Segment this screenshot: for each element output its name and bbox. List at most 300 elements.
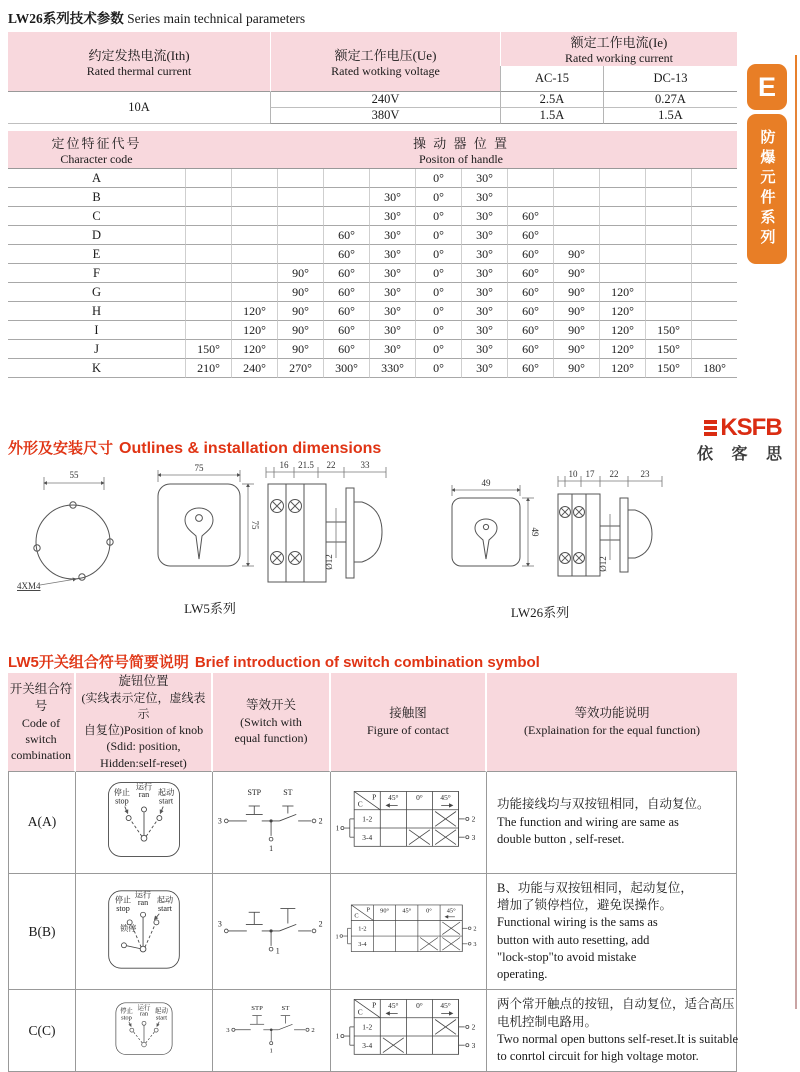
lw5-mount-dim-label: 55 xyxy=(69,470,79,480)
page-title-zh: LW26系列技术参数 xyxy=(8,11,124,26)
angle-cell: 90° xyxy=(277,283,323,302)
combo-header-knob xyxy=(76,673,213,772)
combo-row-c xyxy=(8,990,737,1072)
desc-en-b xyxy=(497,914,726,983)
angle-cell: 30° xyxy=(461,188,507,207)
combo-title-en: Brief introduction of switch combination symbol xyxy=(194,654,540,671)
svg-text:2: 2 xyxy=(471,814,475,824)
svg-text:1-2: 1-2 xyxy=(357,925,367,933)
angle-cell xyxy=(645,283,691,302)
angle-cell: 0° xyxy=(415,321,461,340)
svg-text:45°: 45° xyxy=(387,792,398,802)
voltage-header-en: Rated wotking voltage xyxy=(331,63,440,78)
angle-cell xyxy=(185,302,231,321)
angle-cell xyxy=(277,188,323,207)
svg-text:ran: ran xyxy=(137,897,149,907)
combo-title-zh: LW5开关组合符号简要说明 xyxy=(8,654,189,671)
svg-text:1: 1 xyxy=(335,1031,339,1041)
combo-code-a: A(A) xyxy=(8,772,76,874)
handle-position-header xyxy=(185,131,737,169)
angle-cell: 180° xyxy=(691,359,737,378)
svg-text:C: C xyxy=(357,798,363,808)
voltage-380: 380V xyxy=(270,108,500,124)
angle-cell xyxy=(645,302,691,321)
position-row-E xyxy=(8,245,737,264)
thermal-header-en: Rated thermal current xyxy=(86,63,192,78)
subheader-ac15: AC-15 xyxy=(500,66,603,92)
svg-text:ST: ST xyxy=(282,788,292,798)
svg-text:ST: ST xyxy=(280,1004,289,1012)
angle-cell: 60° xyxy=(507,359,553,378)
desc-zh-c xyxy=(497,996,735,1031)
svg-text:stop: stop xyxy=(115,796,129,806)
angle-cell xyxy=(369,169,415,188)
lw26-side-dim-2: 17 xyxy=(585,469,595,479)
svg-text:1-2: 1-2 xyxy=(361,1022,372,1032)
subheader-dc13: DC-13 xyxy=(603,66,737,92)
lw26-caption: LW26系列 xyxy=(510,605,570,620)
text-line: Two normal open buttons self-reset.It is suitable xyxy=(497,1031,739,1046)
text-line: button with auto resetting, add xyxy=(497,932,650,947)
angle-cell xyxy=(507,188,553,207)
svg-text:ran: ran xyxy=(139,1010,149,1018)
angle-cell xyxy=(185,283,231,302)
svg-text:3: 3 xyxy=(225,1026,230,1034)
angle-cell: 30° xyxy=(461,245,507,264)
desc-cell-b xyxy=(487,874,737,991)
svg-text:1: 1 xyxy=(268,844,273,854)
position-row-K xyxy=(8,359,737,378)
svg-text:3-4: 3-4 xyxy=(361,832,372,842)
switch-cell-c xyxy=(213,990,331,1072)
contact-cell-b xyxy=(331,874,487,991)
svg-text:start: start xyxy=(155,1014,168,1022)
angle-cell xyxy=(231,207,277,226)
knob-diagram-b xyxy=(96,888,192,972)
ratings-header-thermal xyxy=(8,32,270,92)
lw5-side-drawing xyxy=(260,458,392,604)
text-line: 增加了锁停档位，避免误操作。 xyxy=(497,898,673,913)
dc13-240: 0.27A xyxy=(603,92,737,108)
page-title-en: Series main technical parameters xyxy=(127,11,306,26)
angle-cell xyxy=(691,207,737,226)
section-tab-label: 防爆元件系列 xyxy=(747,114,787,264)
angle-cell xyxy=(691,245,737,264)
svg-text:C: C xyxy=(353,912,359,920)
text-line: "lock-stop"to avoid mistake xyxy=(497,949,637,964)
angle-cell xyxy=(277,226,323,245)
lw26-front-height-label: 49 xyxy=(530,527,540,537)
angle-cell xyxy=(185,321,231,340)
svg-text:stop: stop xyxy=(116,903,130,913)
outline-section-title xyxy=(8,437,381,458)
angle-cell xyxy=(599,207,645,226)
angle-cell: 120° xyxy=(599,283,645,302)
svg-text:运行: 运行 xyxy=(137,1004,151,1012)
combo-row-b xyxy=(8,874,737,991)
angle-cell: 90° xyxy=(553,359,599,378)
knob-diagram-c xyxy=(106,1002,182,1056)
angle-cell xyxy=(185,169,231,188)
angle-cell xyxy=(277,169,323,188)
angle-cell: 0° xyxy=(415,302,461,321)
angle-cell xyxy=(323,169,369,188)
angle-cell xyxy=(507,169,553,188)
angle-cell xyxy=(185,245,231,264)
text-line: (Sdid: position, xyxy=(106,739,181,754)
svg-text:STP: STP xyxy=(246,788,261,798)
angle-cell: 30° xyxy=(461,359,507,378)
combo-header-contact xyxy=(331,673,487,772)
combo-header-code xyxy=(8,673,76,772)
angle-cell: 270° xyxy=(277,359,323,378)
desc-zh-a xyxy=(497,796,726,813)
position-row-B xyxy=(8,188,737,207)
text-line: Hidden:self-reset) xyxy=(100,755,187,770)
outline-title-zh: 外形及安装尺寸 xyxy=(8,440,114,457)
text-line: 功能接线均与双按钮相同，自动复位。 xyxy=(497,797,710,812)
angle-cell: 60° xyxy=(507,264,553,283)
text-line: Figure of contact xyxy=(367,723,449,738)
character-code: J xyxy=(8,340,185,359)
knob-cell-b xyxy=(76,874,213,991)
angle-cell: 60° xyxy=(507,283,553,302)
lw26-side-drawing xyxy=(552,468,694,594)
combo-header-function xyxy=(487,673,737,772)
angle-cell: 120° xyxy=(599,302,645,321)
angle-cell: 30° xyxy=(369,207,415,226)
text-line: 等效开关 xyxy=(245,698,296,713)
svg-text:start: start xyxy=(158,903,172,913)
current-header-zh: 额定工作电流(Ie) xyxy=(570,35,668,50)
angle-cell xyxy=(231,283,277,302)
svg-text:3-4: 3-4 xyxy=(357,940,367,948)
voltage-header-zh: 额定工作电压(Ue) xyxy=(334,47,437,63)
switch-diagram-a xyxy=(216,783,328,857)
lw5-side-dim-3: 22 xyxy=(326,460,336,470)
lw5-mount-drawing xyxy=(16,468,130,596)
angle-cell xyxy=(691,188,737,207)
angle-cell: 0° xyxy=(415,207,461,226)
svg-text:45°: 45° xyxy=(439,1001,451,1011)
angle-cell xyxy=(231,226,277,245)
desc-en-c xyxy=(497,1031,739,1066)
svg-text:2: 2 xyxy=(318,817,323,827)
angle-cell: 60° xyxy=(323,283,369,302)
angle-cell xyxy=(231,188,277,207)
contact-figure-a xyxy=(335,791,483,856)
svg-text:起动: 起动 xyxy=(155,1007,168,1015)
angle-cell: 90° xyxy=(553,283,599,302)
text-line: 等效功能说明 xyxy=(574,706,650,721)
character-code: C xyxy=(8,207,185,226)
angle-cell: 240° xyxy=(231,359,277,378)
text-line: (Explaination for the equal function) xyxy=(524,723,700,738)
svg-text:90°: 90° xyxy=(379,907,389,915)
angle-cell xyxy=(553,207,599,226)
angle-cell xyxy=(691,169,737,188)
angle-cell: 60° xyxy=(507,321,553,340)
character-code: A xyxy=(8,169,185,188)
thermal-value: 10A xyxy=(8,92,270,124)
thermal-header-zh: 约定发热电流(Ith) xyxy=(88,47,190,63)
lw5-front-width-label: 75 xyxy=(194,463,204,473)
text-line: 接触图 xyxy=(389,706,427,721)
position-table xyxy=(8,131,737,378)
svg-text:1: 1 xyxy=(269,1047,273,1055)
angle-cell: 0° xyxy=(415,264,461,283)
desc-en-a xyxy=(497,814,726,849)
svg-text:P: P xyxy=(371,1000,376,1010)
knob-cell-a xyxy=(76,772,213,874)
svg-text:3: 3 xyxy=(471,1040,475,1050)
lw5-shaft-dim-label: Ø12 xyxy=(324,554,334,570)
text-line: to conrtol circuit for high voltage motor. xyxy=(497,1049,699,1064)
angle-cell xyxy=(599,245,645,264)
angle-cell: 30° xyxy=(369,321,415,340)
angle-cell: 150° xyxy=(645,321,691,340)
svg-text:运行: 运行 xyxy=(134,890,152,900)
angle-cell xyxy=(599,188,645,207)
angle-cell xyxy=(691,283,737,302)
lw5-front-height-label: 75 xyxy=(250,520,260,530)
angle-cell: 30° xyxy=(461,302,507,321)
svg-text:1: 1 xyxy=(275,945,280,955)
angle-cell: 0° xyxy=(415,188,461,207)
svg-text:2: 2 xyxy=(310,1026,315,1034)
combo-header-switch xyxy=(213,673,331,772)
combo-code-b: B(B) xyxy=(8,874,76,991)
svg-text:2: 2 xyxy=(471,1022,475,1032)
angle-cell: 120° xyxy=(599,340,645,359)
ratings-table xyxy=(8,32,737,124)
angle-cell xyxy=(185,188,231,207)
section-tab-letter: E xyxy=(747,64,787,110)
angle-cell: 90° xyxy=(277,264,323,283)
text-line: Code of switch xyxy=(21,715,61,746)
svg-text:0°: 0° xyxy=(425,907,432,915)
ac15-240: 2.5A xyxy=(500,92,603,108)
angle-cell: 30° xyxy=(369,340,415,359)
text-line: The function and wiring are same as xyxy=(497,814,679,829)
text-line: 两个常开触点的按钮，自动复位，适合高压 xyxy=(497,997,735,1012)
svg-text:起动: 起动 xyxy=(157,788,175,798)
angle-cell xyxy=(599,264,645,283)
desc-cell-c xyxy=(487,990,737,1072)
text-line: double button , self-reset. xyxy=(497,831,625,846)
angle-cell: 120° xyxy=(231,321,277,340)
svg-text:C: C xyxy=(357,1007,363,1017)
angle-cell: 60° xyxy=(507,207,553,226)
svg-text:0°: 0° xyxy=(415,1001,423,1011)
angle-cell: 0° xyxy=(415,340,461,359)
angle-cell xyxy=(645,245,691,264)
logo-mark xyxy=(688,416,798,440)
text-line: operating. xyxy=(497,967,548,982)
page-edge-line xyxy=(795,55,797,1009)
angle-cell: 330° xyxy=(369,359,415,378)
contact-cell-c xyxy=(331,990,487,1072)
angle-cell: 90° xyxy=(277,302,323,321)
desc-zh-b xyxy=(497,880,726,915)
angle-cell xyxy=(185,226,231,245)
angle-cell xyxy=(645,188,691,207)
angle-cell: 0° xyxy=(415,283,461,302)
angle-cell: 60° xyxy=(323,302,369,321)
angle-cell: 120° xyxy=(599,321,645,340)
angle-cell: 30° xyxy=(369,226,415,245)
angle-cell: 150° xyxy=(645,340,691,359)
svg-text:停止: 停止 xyxy=(113,788,131,798)
character-code: I xyxy=(8,321,185,340)
angle-cell xyxy=(231,264,277,283)
lw5-side-dim-1: 16 xyxy=(279,460,289,470)
knob-diagram-a xyxy=(96,779,192,861)
angle-cell: 120° xyxy=(231,340,277,359)
svg-text:3: 3 xyxy=(471,832,475,842)
svg-text:ran: ran xyxy=(138,790,150,800)
angle-cell xyxy=(323,207,369,226)
text-line: 电机控制电路用。 xyxy=(497,1014,598,1029)
contact-figure-c xyxy=(335,1000,483,1064)
angle-cell: 90° xyxy=(277,340,323,359)
lw26-side-dim-1: 10 xyxy=(568,469,578,479)
ratings-header-current xyxy=(500,32,737,66)
angle-cell: 300° xyxy=(323,359,369,378)
character-code: K xyxy=(8,359,185,378)
position-row-A xyxy=(8,169,737,188)
angle-cell: 60° xyxy=(507,340,553,359)
angle-cell: 150° xyxy=(185,340,231,359)
angle-cell: 0° xyxy=(415,245,461,264)
angle-cell: 60° xyxy=(507,302,553,321)
svg-text:start: start xyxy=(159,796,174,806)
svg-text:3: 3 xyxy=(472,940,477,948)
dc13-380: 1.5A xyxy=(603,108,737,124)
current-header-en: Rated working current xyxy=(565,51,673,65)
character-code: F xyxy=(8,264,185,283)
text-line: (Switch with xyxy=(240,715,302,730)
angle-cell: 120° xyxy=(231,302,277,321)
svg-text:2: 2 xyxy=(472,925,477,933)
contact-cell-a xyxy=(331,772,487,874)
angle-cell xyxy=(323,188,369,207)
character-code: D xyxy=(8,226,185,245)
lw5-caption: LW5系列 xyxy=(184,601,236,616)
svg-text:STP: STP xyxy=(250,1004,263,1012)
combo-table xyxy=(8,673,737,1072)
angle-cell: 30° xyxy=(461,169,507,188)
angle-cell: 30° xyxy=(461,226,507,245)
combo-code-c: C(C) xyxy=(8,990,76,1072)
angle-cell xyxy=(645,264,691,283)
svg-text:3-4: 3-4 xyxy=(361,1040,372,1050)
angle-cell: 90° xyxy=(553,321,599,340)
svg-text:锁停: 锁停 xyxy=(120,923,137,933)
position-row-H xyxy=(8,302,737,321)
text-line: 旋钮位置 xyxy=(118,674,169,688)
lw26-front-width-label: 49 xyxy=(481,478,491,488)
angle-cell: 0° xyxy=(415,226,461,245)
svg-text:3: 3 xyxy=(217,918,222,928)
position-row-D xyxy=(8,226,737,245)
lw5-front-drawing xyxy=(140,462,260,597)
character-code: E xyxy=(8,245,185,264)
lw5-mount-hole-label: 4XM4 xyxy=(17,581,41,591)
angle-cell xyxy=(691,226,737,245)
combo-row-a xyxy=(8,772,737,874)
position-table-body xyxy=(8,169,737,378)
text-line: 开关组合符号 xyxy=(9,681,73,713)
angle-cell: 30° xyxy=(461,207,507,226)
angle-cell xyxy=(553,169,599,188)
angle-cell: 30° xyxy=(461,283,507,302)
svg-text:1-2: 1-2 xyxy=(361,814,372,824)
svg-text:stop: stop xyxy=(121,1014,132,1022)
character-code: G xyxy=(8,283,185,302)
angle-cell: 30° xyxy=(461,340,507,359)
angle-cell xyxy=(645,207,691,226)
text-line: combination xyxy=(11,747,71,762)
svg-text:运行: 运行 xyxy=(135,782,153,792)
lw26-side-dim-3: 22 xyxy=(609,469,619,479)
angle-cell: 60° xyxy=(323,245,369,264)
page-title xyxy=(8,7,305,27)
svg-text:3: 3 xyxy=(217,817,222,827)
text-line: 自复位)Position of knob xyxy=(83,723,204,738)
code-header-en: Character code xyxy=(60,151,133,166)
svg-text:1: 1 xyxy=(335,823,339,833)
angle-cell: 60° xyxy=(323,264,369,283)
angle-cell xyxy=(185,264,231,283)
switch-cell-a xyxy=(213,772,331,874)
logo-bars-icon xyxy=(704,420,717,436)
svg-text:1: 1 xyxy=(335,933,339,941)
angle-cell: 30° xyxy=(369,188,415,207)
angle-cell: 0° xyxy=(415,169,461,188)
lw26-side-dim-4: 23 xyxy=(640,469,650,479)
angle-cell xyxy=(599,226,645,245)
voltage-240: 240V xyxy=(270,92,500,108)
svg-text:P: P xyxy=(366,906,370,914)
switch-diagram-b xyxy=(216,893,328,967)
angle-cell: 30° xyxy=(369,302,415,321)
svg-text:45°: 45° xyxy=(401,907,411,915)
contact-figure-b xyxy=(335,906,483,960)
position-header-zh: 操 动 器 位 置 xyxy=(413,135,510,151)
angle-cell xyxy=(599,169,645,188)
angle-cell xyxy=(645,226,691,245)
lw5-side-dim-4: 33 xyxy=(360,460,370,470)
code-header-zh: 定位特征代号 xyxy=(51,135,142,151)
angle-cell: 90° xyxy=(553,245,599,264)
angle-cell: 30° xyxy=(369,245,415,264)
angle-cell: 60° xyxy=(323,340,369,359)
character-code: B xyxy=(8,188,185,207)
svg-text:停止: 停止 xyxy=(120,1007,133,1015)
angle-cell: 120° xyxy=(599,359,645,378)
angle-cell xyxy=(231,169,277,188)
brand-logo xyxy=(688,416,798,464)
position-header-en: Positon of handle xyxy=(419,151,503,166)
position-row-I xyxy=(8,321,737,340)
lw5-side-dim-2: 21.5 xyxy=(298,460,314,470)
combo-section-title xyxy=(8,651,540,672)
svg-text:45°: 45° xyxy=(439,792,451,802)
angle-cell: 90° xyxy=(277,321,323,340)
text-line: equal function) xyxy=(234,731,308,746)
angle-cell: 90° xyxy=(553,264,599,283)
